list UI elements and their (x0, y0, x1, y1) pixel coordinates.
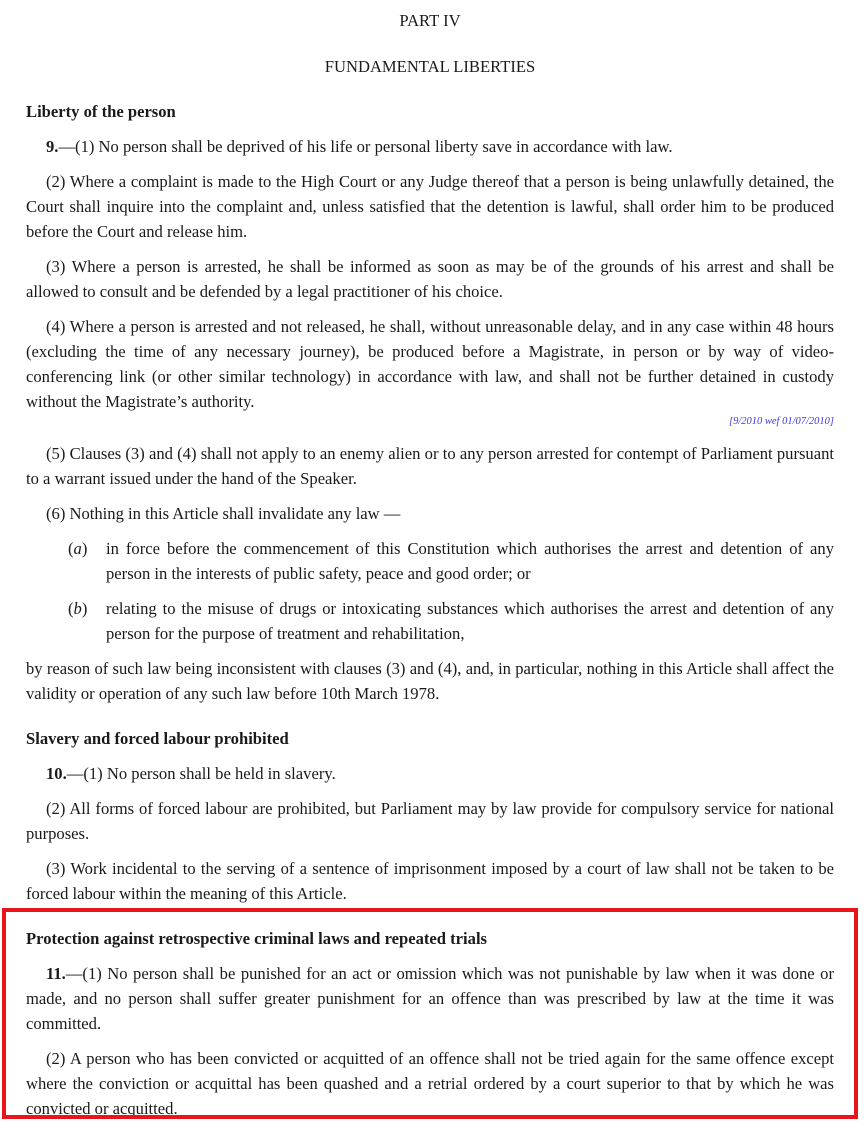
document-page (26, 8, 834, 1131)
article-10-clause-1 (26, 761, 834, 786)
part-title: PART IV (399, 11, 461, 30)
subclause-text: relating to the misuse of drugs or intoxicating substances which authorises the arrest and detention of any person for the purpose of treatment and rehabilitation, (106, 599, 834, 643)
clause-text: —(1) No person shall be deprived of his life or personal liberty save in accordance with law. (58, 137, 673, 156)
article-11-clause-1 (26, 961, 834, 1036)
article-9-clause-2: (2) Where a complaint is made to the High Court or any Judge thereof that a person is being unlawfully detained, the Court shall inquire into the complaint and, unless satisfied that the detention is lawful, shall order him to be produced before the Court and release him. (26, 172, 834, 241)
article-11-clause-2: (2) A person who has been convicted or acquitted of an offence shall not be tried again for the same offence except where the conviction or acquittal has been quashed and a retrial ordered by a court superior to that by which he was convicted or acquitted. (26, 1049, 834, 1118)
article-9-closing: by reason of such law being inconsistent with clauses (3) and (4), and, in particular, nothing in this Article shall affect the validity or operation of any such law before 10th March 1978. (26, 659, 834, 703)
subclause-label: (b) (68, 599, 88, 618)
subclause-b (26, 596, 834, 646)
article-10-clause-2: (2) All forms of forced labour are prohibited, but Parliament may by law provide for compulsory service for national purposes. (26, 799, 834, 843)
article-9-clause-4: (4) Where a person is arrested and not released, he shall, without unreasonable delay, and in any case within 48 hours (excluding the time of any necessary journey), be produced before a Magistrate, in person or by way of video-conferencing link (or other similar technology) in accordance with law, and shall not be further detained in custody without the Magistrate’s authority. (26, 317, 834, 411)
article-9-clause-5: (5) Clauses (3) and (4) shall not apply to an enemy alien or to any person arrested for contempt of Parliament pursuant to a warrant issued under the hand of the Speaker. (26, 444, 834, 488)
section-heading-slavery: Slavery and forced labour prohibited (26, 729, 289, 748)
section-heading-retrospective: Protection against retrospective criminal laws and repeated trials (26, 929, 488, 948)
part-subtitle: FUNDAMENTAL LIBERTIES (324, 57, 536, 76)
clause-text: —(1) No person shall be held in slavery. (66, 764, 336, 783)
article-number: 11. (46, 964, 66, 983)
subclause-text: in force before the commencement of this Constitution which authorises the arrest and detention of any person in the interests of public safety, peace and good order; or (106, 539, 834, 583)
article-9-clause-1 (26, 134, 834, 159)
article-9-clause-6: (6) Nothing in this Article shall invalidate any law — (46, 504, 401, 523)
amendment-note: [9/2010 wef 01/07/2010] (728, 416, 834, 427)
clause-text: —(1) No person shall be punished for an act or omission which was not punishable by law when it was done or made, and no person shall suffer greater punishment for an offence than was prescribed by law at the time it was committed. (26, 964, 834, 1033)
article-10-clause-3: (3) Work incidental to the serving of a sentence of imprisonment imposed by a court of law shall not be taken to be forced labour within the meaning of this Article. (26, 859, 834, 903)
subclause-a (26, 536, 834, 586)
section-heading-liberty: Liberty of the person (26, 102, 176, 121)
article-number: 10. (46, 764, 67, 783)
article-number: 9. (46, 137, 59, 156)
subclause-label: (a) (68, 539, 88, 558)
article-9-clause-3: (3) Where a person is arrested, he shall be informed as soon as may be of the grounds of his arrest and shall be allowed to consult and be defended by a legal practitioner of his choice. (26, 257, 834, 301)
